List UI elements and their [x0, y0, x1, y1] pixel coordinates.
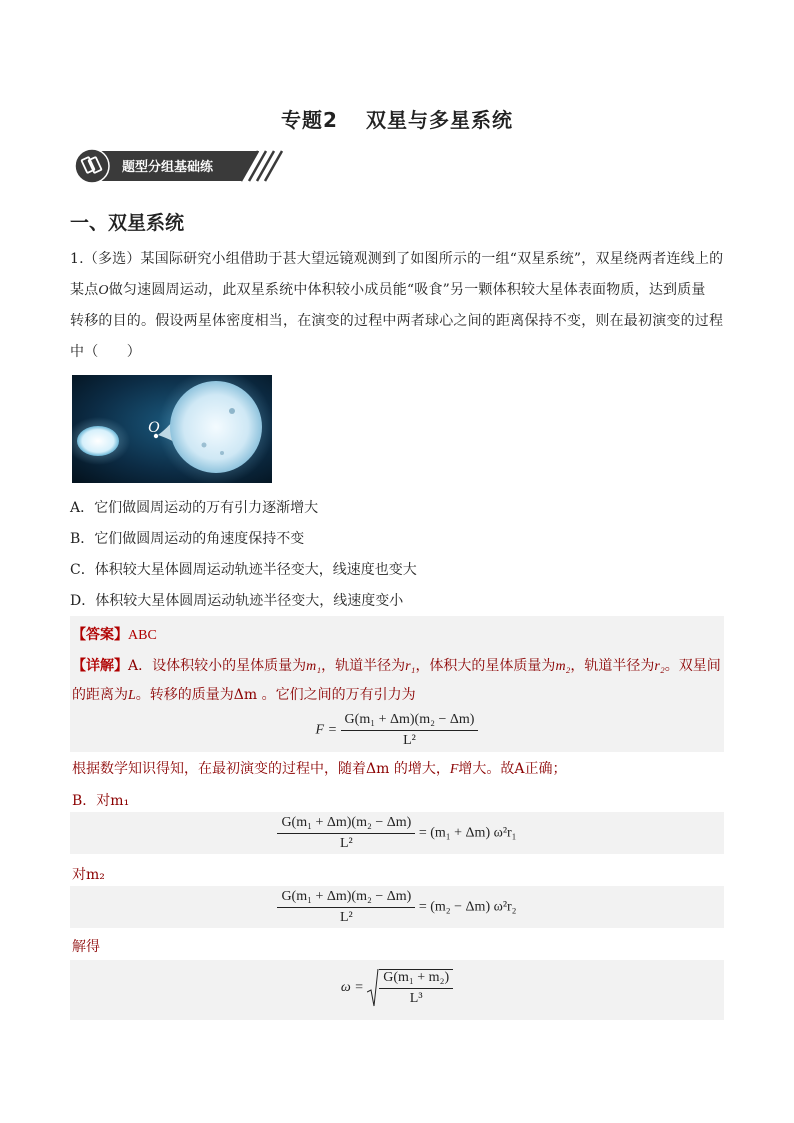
answer-line	[72, 624, 157, 644]
question-line-4: 中（ ）	[70, 344, 141, 360]
question-text	[70, 244, 724, 368]
m2-label: 对m₂	[72, 867, 105, 883]
part-b-label: B．对m₁	[72, 793, 130, 809]
question-line-2: 某点O做匀速圆周运动，此双星系统中体积较小成员能“吸食”另一颗体积较大星体表面物质，达到质量	[70, 282, 706, 298]
formula-1: F = $\frac{\text{G(m₁ + Δm)(m₂ − Δm)}}{\text{L²}}$	[70, 712, 724, 749]
section-heading: 一、双星系统	[70, 212, 185, 234]
answer-value: ABC	[128, 628, 157, 643]
title-main: 双星与多星系统	[365, 108, 513, 132]
detail-text	[72, 652, 724, 710]
option-d[interactable]: D．体积较大星体圆周运动轨迹半径变大，线速度变小	[70, 593, 404, 609]
option-c[interactable]: C．体积较大星体圆周运动轨迹半径变大，线速度也变大	[70, 562, 417, 578]
banner-label: 题型分组基础练	[122, 160, 214, 175]
page-title	[0, 104, 794, 133]
formula-2: $\frac{\text{G(m₁ + Δm)(m₂ − Δm)}}{\text{L²}}$ = (m₁ + Δm) ω²r₁	[70, 815, 724, 852]
detail-line-2: 的距离为L。转移的质量为Δm 。它们之间的万有引力为	[72, 687, 416, 703]
question-line-1: 1.（多选）某国际研究小组借助于甚大望远镜观测到了如图所示的一组“双星系统”，双星绕两者连线上的	[70, 251, 724, 267]
binary-star-image	[72, 375, 272, 483]
formula-3: $\frac{\text{G(m₁ + Δm)(m₂ − Δm)}}{\text{L²}}$ = (m₂ − Δm) ω²r₂	[70, 889, 724, 926]
conclusion-a: 根据数学知识得知，在最初演变的过程中，随着Δm 的增大，F增大。故A正确；	[72, 761, 567, 777]
title-prefix: 专题2	[281, 108, 338, 132]
detail-line-1: 【详解】A．设体积较小的星体质量为m₁，轨道半径为r₁，体积大的星体质量为m₂，轨道半径为r₂。双星间	[72, 658, 721, 674]
option-a[interactable]: A．它们做圆周运动的万有引力逐渐增大	[70, 500, 319, 516]
sqrt-symbol: $\frac{\text{G(m₁ + m₂)}}{\text{L³}}$	[367, 968, 453, 1008]
formula-4: ω = $\frac{\text{G(m₁ + m₂)}}{\text{L³}}$	[70, 968, 724, 1008]
answer-tag: 【答案】	[72, 627, 128, 643]
section-banner	[74, 148, 284, 184]
option-b[interactable]: B．它们做圆周运动的角速度保持不变	[70, 531, 305, 547]
question-line-3: 转移的目的。假设两星体密度相当，在演变的过程中两者球心之间的距离保持不变，则在最初演变的过程	[70, 313, 724, 329]
point-o-label: O	[148, 419, 160, 436]
solve-label: 解得	[72, 939, 100, 955]
